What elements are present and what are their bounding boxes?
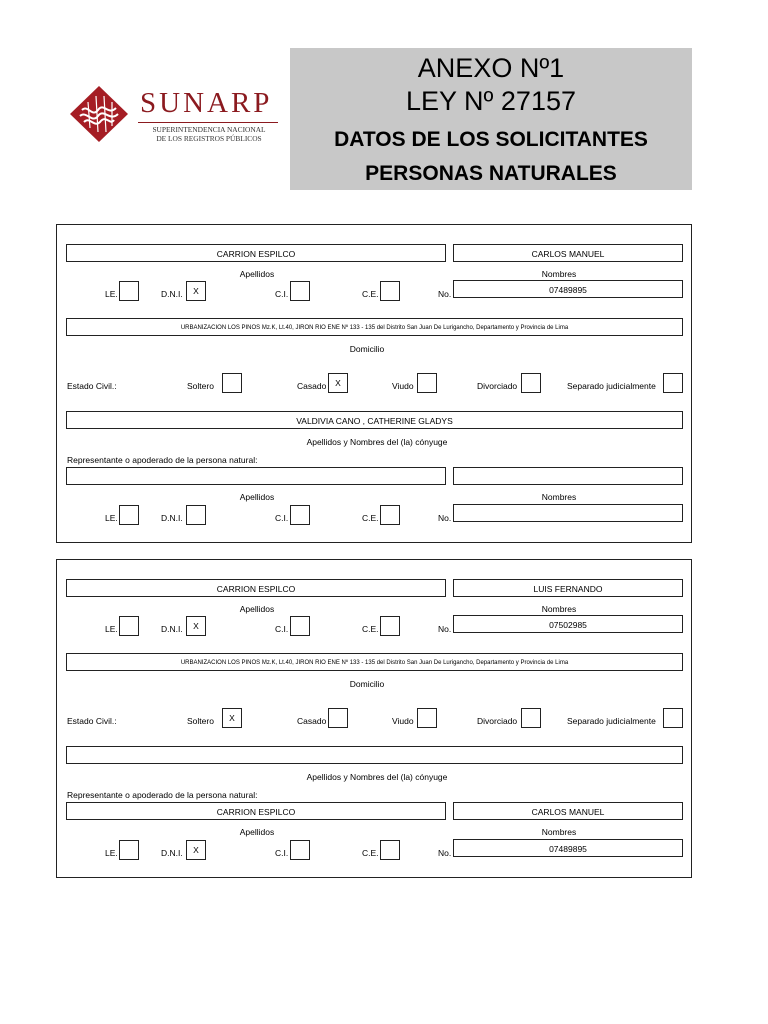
rep-dni-label: D.N.I. (161, 513, 183, 523)
viudo-label: Viudo (392, 381, 414, 391)
title-law: LEY Nº 27157 (406, 86, 576, 116)
rep-apellidos-label: Apellidos (239, 492, 275, 502)
soltero-checkbox[interactable]: X (222, 708, 242, 728)
rep-le-label: LE. (105, 848, 118, 858)
ci-label: C.I. (275, 289, 289, 299)
ci-label: C.I. (275, 624, 289, 634)
le-label: LE. (105, 289, 118, 299)
apellidos-field[interactable]: CARRION ESPILCO (66, 244, 446, 262)
representante-label: Representante o apoderado de la persona natural: (67, 790, 258, 800)
rep-doc-number-field[interactable]: 07489895 (453, 839, 683, 857)
title-box (290, 48, 692, 190)
rep-dni-checkbox[interactable]: X (186, 840, 206, 860)
conyuge-label: Apellidos y Nombres del (la) cónyuge (306, 437, 448, 447)
rep-doc-number-label: No. (438, 848, 452, 858)
conyuge-field[interactable] (66, 746, 683, 764)
estado-civil-label: Estado Civil.: (67, 381, 117, 391)
doc-number-field[interactable]: 07502985 (453, 615, 683, 633)
rep-ci-label: C.I. (275, 513, 289, 523)
ce-label: C.E. (362, 624, 379, 634)
casado-checkbox[interactable] (328, 708, 348, 728)
nombres-label: Nombres (541, 604, 577, 614)
conyuge-label: Apellidos y Nombres del (la) cónyuge (306, 772, 448, 782)
apellidos-field[interactable]: CARRION ESPILCO (66, 579, 446, 597)
rep-le-label: LE. (105, 513, 118, 523)
rep-ce-label: C.E. (362, 848, 379, 858)
doc-number-label: No. (438, 289, 452, 299)
rep-dni-label: D.N.I. (161, 848, 183, 858)
separado-label: Separado judicialmente (567, 381, 656, 391)
soltero-label: Soltero (187, 716, 214, 726)
applicant-form-2 (56, 559, 692, 878)
nombres-label: Nombres (541, 269, 577, 279)
dni-checkbox[interactable]: X (186, 616, 206, 636)
ce-checkbox[interactable] (380, 281, 400, 301)
soltero-label: Soltero (187, 381, 214, 391)
ci-checkbox[interactable] (290, 616, 310, 636)
rep-doc-number-label: No. (438, 513, 452, 523)
conyuge-field[interactable]: VALDIVIA CANO , CATHERINE GLADYS (66, 411, 683, 429)
rep-doc-number-field[interactable] (453, 504, 683, 522)
separado-checkbox[interactable] (663, 373, 683, 393)
rep-ci-checkbox[interactable] (290, 505, 310, 525)
casado-label: Casado (297, 716, 327, 726)
domicilio-label: Domicilio (349, 344, 385, 354)
rep-nombres-label: Nombres (541, 492, 577, 502)
ce-checkbox[interactable] (380, 616, 400, 636)
apellidos-label: Apellidos (239, 269, 275, 279)
separado-label: Separado judicialmente (567, 716, 656, 726)
estado-civil-label: Estado Civil.: (67, 716, 117, 726)
le-checkbox[interactable] (119, 616, 139, 636)
domicilio-field[interactable]: URBANIZACION LOS PINOS Mz.K, Lt.40, JIRON RIO ENE Nº 133 - 135 del Distrito San Juan De Lurigancho, Departamento y Provincia de Lima (66, 318, 683, 336)
title-annex: ANEXO Nº1 (417, 53, 565, 83)
le-checkbox[interactable] (119, 281, 139, 301)
casado-checkbox[interactable]: X (328, 373, 348, 393)
title-subject: DATOS DE LOS SOLICITANTES (334, 128, 648, 151)
dni-label: D.N.I. (161, 624, 183, 634)
ci-checkbox[interactable] (290, 281, 310, 301)
nombres-field[interactable]: CARLOS MANUEL (453, 244, 683, 262)
logo-divider (138, 122, 278, 123)
rep-nombres-label: Nombres (541, 827, 577, 837)
apellidos-label: Apellidos (239, 604, 275, 614)
viudo-checkbox[interactable] (417, 708, 437, 728)
applicant-form-1 (56, 224, 692, 543)
divorciado-checkbox[interactable] (521, 708, 541, 728)
logo-subtitle-1: SUPERINTENDENCIA NACIONAL (152, 125, 266, 134)
representante-label: Representante o apoderado de la persona natural: (67, 455, 258, 465)
le-label: LE. (105, 624, 118, 634)
rep-nombres-field[interactable]: CARLOS MANUEL (453, 802, 683, 820)
logo-subtitle-2: DE LOS REGISTROS PÚBLICOS (156, 134, 262, 143)
doc-number-field[interactable]: 07489895 (453, 280, 683, 298)
rep-le-checkbox[interactable] (119, 840, 139, 860)
rep-ce-checkbox[interactable] (380, 840, 400, 860)
rep-le-checkbox[interactable] (119, 505, 139, 525)
divorciado-label: Divorciado (477, 381, 518, 391)
viudo-checkbox[interactable] (417, 373, 437, 393)
rep-apellidos-label: Apellidos (239, 827, 275, 837)
domicilio-label: Domicilio (349, 679, 385, 689)
domicilio-field[interactable]: URBANIZACION LOS PINOS Mz.K, Lt.40, JIRON RIO ENE Nº 133 - 135 del Distrito San Juan De Lurigancho, Departamento y Provincia de Lima (66, 653, 683, 671)
rep-ci-label: C.I. (275, 848, 289, 858)
title-type: PERSONAS NATURALES (365, 162, 617, 185)
viudo-label: Viudo (392, 716, 414, 726)
rep-ce-label: C.E. (362, 513, 379, 523)
rep-dni-checkbox[interactable] (186, 505, 206, 525)
rep-ci-checkbox[interactable] (290, 840, 310, 860)
soltero-checkbox[interactable] (222, 373, 242, 393)
doc-number-label: No. (438, 624, 452, 634)
dni-label: D.N.I. (161, 289, 183, 299)
separado-checkbox[interactable] (663, 708, 683, 728)
nombres-field[interactable]: LUIS FERNANDO (453, 579, 683, 597)
dni-checkbox[interactable]: X (186, 281, 206, 301)
rep-apellidos-field[interactable] (66, 467, 446, 485)
ce-label: C.E. (362, 289, 379, 299)
rep-apellidos-field[interactable]: CARRION ESPILCO (66, 802, 446, 820)
divorciado-label: Divorciado (477, 716, 518, 726)
logo-name: SUNARP (140, 87, 273, 119)
rep-nombres-field[interactable] (453, 467, 683, 485)
divorciado-checkbox[interactable] (521, 373, 541, 393)
rep-ce-checkbox[interactable] (380, 505, 400, 525)
sunarp-logo-icon (68, 84, 130, 144)
casado-label: Casado (297, 381, 327, 391)
